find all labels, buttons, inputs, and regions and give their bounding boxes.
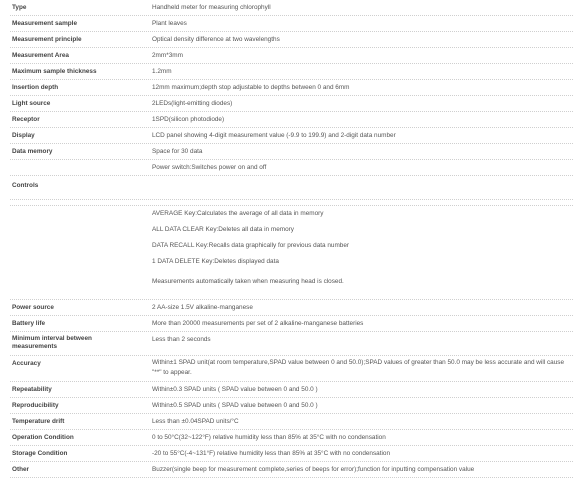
spec-label: Measurement Area xyxy=(12,52,69,59)
spec-value-line: 12mm maximum;depth stop adjustable to depths between 0 and 6mm xyxy=(152,84,350,91)
spec-value-line: Plant leaves xyxy=(152,20,187,27)
spec-value-line: ALL DATA CLEAR Key:Deletes all data in memory xyxy=(152,226,294,233)
spec-label: Operation Condition xyxy=(12,434,74,441)
spec-label: Repeatability xyxy=(12,386,52,393)
spec-label: Display xyxy=(12,132,35,139)
spec-value xyxy=(152,18,572,30)
spec-row xyxy=(10,414,573,430)
spec-value-line: Handheld meter for measuring chlorophyll xyxy=(152,4,271,11)
spec-value xyxy=(152,98,572,110)
spec-row xyxy=(10,160,573,176)
spec-row xyxy=(10,356,573,382)
spec-label: Power source xyxy=(12,304,54,311)
spec-label: Receptor xyxy=(12,116,40,123)
spec-label: Temperature drift xyxy=(12,418,65,425)
spec-value-line: 2 AA-size 1.5V alkaline-manganese xyxy=(152,304,253,311)
spec-value xyxy=(152,400,572,412)
spec-label: Storage Condition xyxy=(12,450,68,457)
spec-row xyxy=(10,0,573,16)
spec-row xyxy=(10,16,573,32)
spec-label: Measurement principle xyxy=(12,36,82,43)
spec-value-line: Within±1 SPAD unit(at room temperature,SPAD value between 0 and 50.0);SPAD values of greater than 50.0 may be less accurate and will cause "**" to appear. xyxy=(152,359,565,376)
spec-label: Measurement sample xyxy=(12,20,77,27)
spec-value-line: Buzzer(single beep for measurement complete,series of beeps for error);function for inputting compensation value xyxy=(152,466,475,473)
spec-value xyxy=(152,302,572,314)
spec-row xyxy=(10,430,573,446)
spec-value xyxy=(152,416,572,428)
spec-row xyxy=(10,446,573,462)
spec-label: Reproducibility xyxy=(12,402,59,409)
spec-label: Insertion depth xyxy=(12,84,59,91)
spec-row xyxy=(10,462,573,478)
spec-value xyxy=(152,82,572,94)
spec-value xyxy=(152,66,572,78)
spec-row xyxy=(10,206,573,300)
spec-value-line: 1 DATA DELETE Key:Deletes displayed data xyxy=(152,258,279,265)
spec-row xyxy=(10,96,573,112)
spec-value-line: Less than ±0.04SPAD units/°C xyxy=(152,418,239,425)
spec-value-line: 1SPD(silicon photodiode) xyxy=(152,116,225,123)
spec-row xyxy=(10,316,573,332)
spec-value-line: Power switch:Switches power on and off xyxy=(152,164,267,171)
spec-row xyxy=(10,144,573,160)
spec-value xyxy=(152,358,572,378)
spec-label: Minimum interval between measurements xyxy=(12,335,92,350)
spec-value-line: Optical density difference at two wavelengths xyxy=(152,36,280,43)
spec-row xyxy=(10,382,573,398)
spec-value xyxy=(152,146,572,158)
spec-value-line: 2LEDs(light-emitting diodes) xyxy=(152,100,233,107)
spec-label: Accuracy xyxy=(12,360,41,367)
spec-value-line: Less than 2 seconds xyxy=(152,336,211,343)
spec-label: Light source xyxy=(12,100,51,107)
spec-row xyxy=(10,128,573,144)
spec-value-line: Within±0.5 SPAD units ( SPAD value between 0 and 50.0 ) xyxy=(152,402,318,409)
spec-value-line: 1.2mm xyxy=(152,68,172,75)
spec-label: Battery life xyxy=(12,320,46,327)
spec-value xyxy=(152,34,572,46)
spec-value-line: 2mm*3mm xyxy=(152,52,183,59)
spec-value xyxy=(152,432,572,444)
spec-row xyxy=(10,398,573,414)
spec-row xyxy=(10,176,573,200)
spec-value xyxy=(152,130,572,142)
spec-value xyxy=(152,464,572,476)
spec-row xyxy=(10,32,573,48)
spec-value-line: DATA RECALL Key:Recalls data graphically for previous data number xyxy=(152,242,350,249)
spec-value xyxy=(152,334,572,346)
spec-label: Controls xyxy=(12,182,39,189)
spec-value-line: Space for 30 data xyxy=(152,148,203,155)
spec-label: Data memory xyxy=(12,148,53,155)
spec-value-line: More than 20000 measurements per set of 2 alkaline-manganese batteries xyxy=(152,320,364,327)
spec-value-line: AVERAGE Key:Calculates the average of all data in memory xyxy=(152,210,324,217)
spec-value-line: Within±0.3 SPAD units ( SPAD value between 0 and 50.0 ) xyxy=(152,386,318,393)
spec-row xyxy=(10,112,573,128)
spec-value xyxy=(152,114,572,126)
spec-value xyxy=(152,384,572,396)
spec-value xyxy=(152,50,572,62)
spec-row xyxy=(10,80,573,96)
spec-row xyxy=(10,332,573,356)
spec-value xyxy=(152,2,572,14)
spec-label: Type xyxy=(12,4,27,11)
spec-value xyxy=(152,448,572,460)
spec-row xyxy=(10,64,573,80)
spec-value xyxy=(152,162,572,174)
spec-value xyxy=(152,318,572,330)
spec-row xyxy=(10,48,573,64)
spec-value-line: 0 to 50°C(32~122°F) relative humidity less than 85% at 35°C with no condensation xyxy=(152,434,386,441)
spec-label: Other xyxy=(12,466,30,473)
spec-row xyxy=(10,300,573,316)
spec-value-line: -20 to 55°C(-4~131°F) relative humidity less than 85% at 35°C with no condensation xyxy=(152,450,391,457)
spec-value-line: LCD panel showing 4-digit measurement value (-9.9 to 199.9) and 2-digit data number xyxy=(152,132,396,139)
spec-label: Maximum sample thickness xyxy=(12,68,97,75)
spec-value-line: Measurements automatically taken when measuring head is closed. xyxy=(152,278,344,285)
